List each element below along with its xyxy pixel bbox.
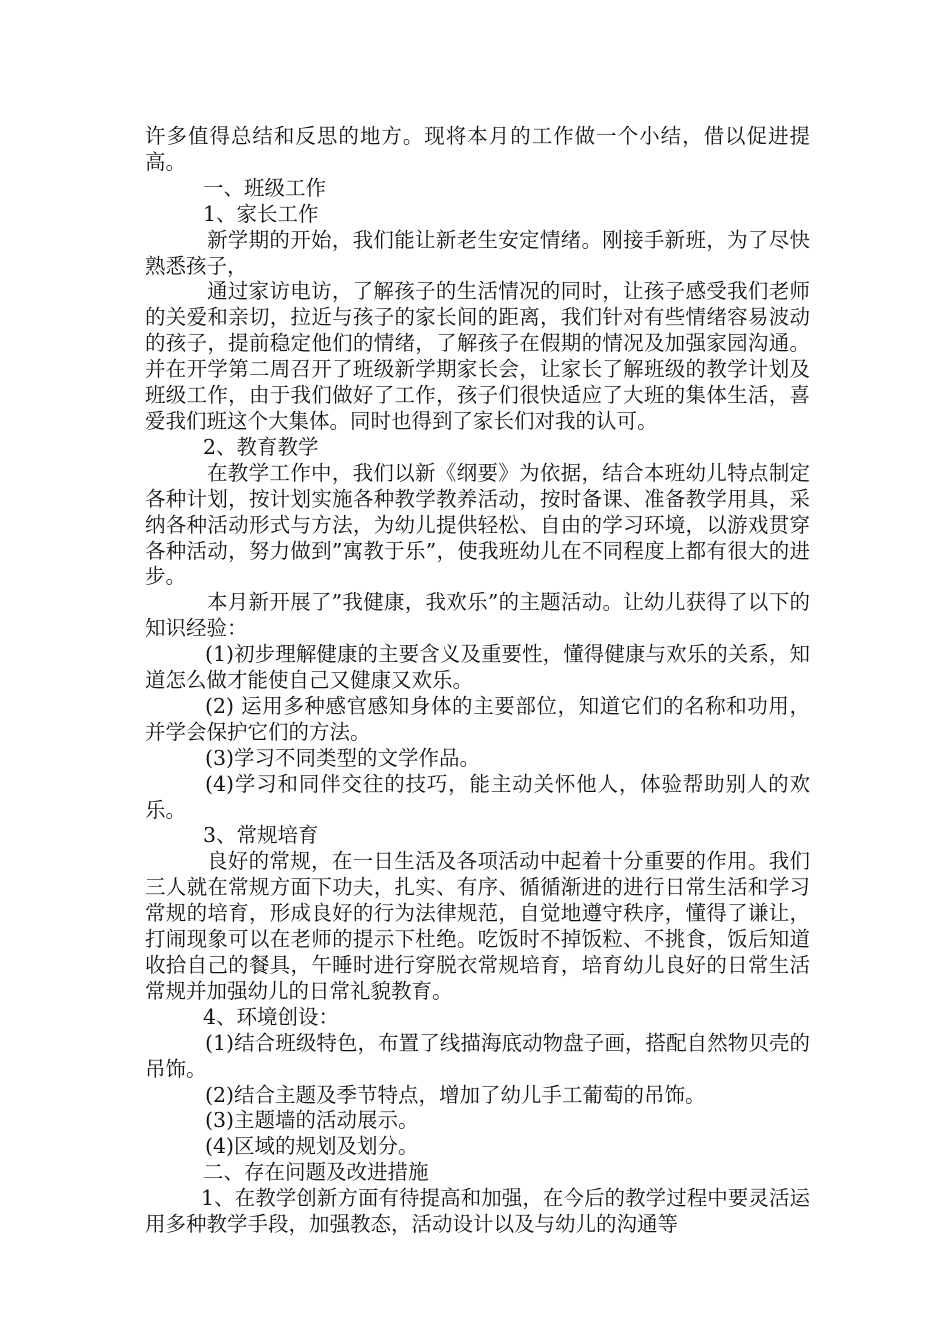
list-item-health-3: (3)学习不同类型的文学作品。: [205, 745, 481, 770]
document-body: [145, 124, 810, 1238]
paragraph-intro: 许多值得总结和反思的地方。现将本月的工作做一个小结，借以促进提高。: [145, 124, 810, 174]
heading-routine-training: 3、常规培育: [203, 823, 319, 848]
heading-parent-work: 1、家长工作: [203, 201, 319, 226]
paragraph-routine: 良好的常规，在一日生活及各项活动中起着十分重要的作用。我们三人就在常规方面下功夫，扎实、有序、循循渐进的进行日常生活和学习常规的培育，形成良好的行为法律规范，自觉地遵守秩序，懂得了谦让，打闹现象可以在老师的提示下杜绝。吃饭时不掉饭粒、不挑食，饭后知道收拾自己的餐具，午睡时进行穿脱衣常规培育，培育幼儿良好的日常生活常规并加强幼儿的日常礼貌教育。: [145, 849, 810, 1003]
paragraph-problem-1: 1、在教学创新方面有待提高和加强，在今后的教学过程中要灵活运用多种教学手段，加强教态，活动设计以及与幼儿的沟通等: [145, 1186, 810, 1237]
paragraph-home-visits: 通过家访电访，了解孩子的生活情况的同时，让孩子感受我们老师的关爱和亲切，拉近与孩子的家长间的距离，我们针对有些情绪容易波动的孩子，提前稳定他们的情绪，了解孩子在假期的情况及加强家园沟通。并在开学第二周召开了班级新学期家长会，让家长了解班级的教学计划及班级工作，由于我们做好了工作，孩子们很快适应了大班的集体生活，喜爱我们班这个大集体。同时也得到了家长们对我的认可。: [145, 279, 810, 433]
list-item-health-1: (1)初步理解健康的主要含义及重要性，懂得健康与欢乐的关系，知道怎么做才能使自己又健康又欢乐。: [145, 642, 810, 693]
list-item-env-3: (3)主题墙的活动展示。: [205, 1108, 419, 1133]
list-item-env-2: (2)结合主题及季节特点，增加了幼儿手工葡萄的吊饰。: [205, 1082, 706, 1107]
paragraph-teaching-work: 在教学工作中，我们以新《纲要》为依据，结合本班幼儿特点制定各种计划，按计划实施各种教学教养活动，按时备课、准备教学用具，采纳各种活动形式与方法，为幼儿提供轻松、自由的学习环境，以游戏贯穿各种活动，努力做到”寓教于乐”，使我班幼儿在不同程度上都有很大的进步。: [145, 460, 810, 589]
list-item-env-4: (4)区域的规划及划分。: [205, 1134, 419, 1159]
heading-environment: 4、环境创设：: [203, 1004, 340, 1029]
list-item-health-4: (4)学习和同伴交往的技巧，能主动关怀他人，体验帮助别人的欢乐。: [145, 771, 810, 822]
heading-class-work: 一、班级工作: [203, 175, 326, 200]
paragraph-theme-activity: 本月新开展了”我健康，我欢乐”的主题活动。让幼儿获得了以下的知识经验：: [145, 590, 810, 641]
heading-problems: 二、存在问题及改进措施: [203, 1160, 429, 1185]
list-item-env-1: (1)结合班级特色，布置了线描海底动物盘子画，搭配自然物贝壳的吊饰。: [145, 1030, 810, 1081]
heading-education-teaching: 2、教育教学: [203, 434, 319, 459]
list-item-health-2: (2) 运用多种感官感知身体的主要部位，知道它们的名称和功用，并学会保护它们的方法。: [145, 693, 810, 744]
paragraph-new-term: 新学期的开始，我们能让新老生安定情绪。刚接手新班，为了尽快熟悉孩子，: [145, 227, 810, 278]
